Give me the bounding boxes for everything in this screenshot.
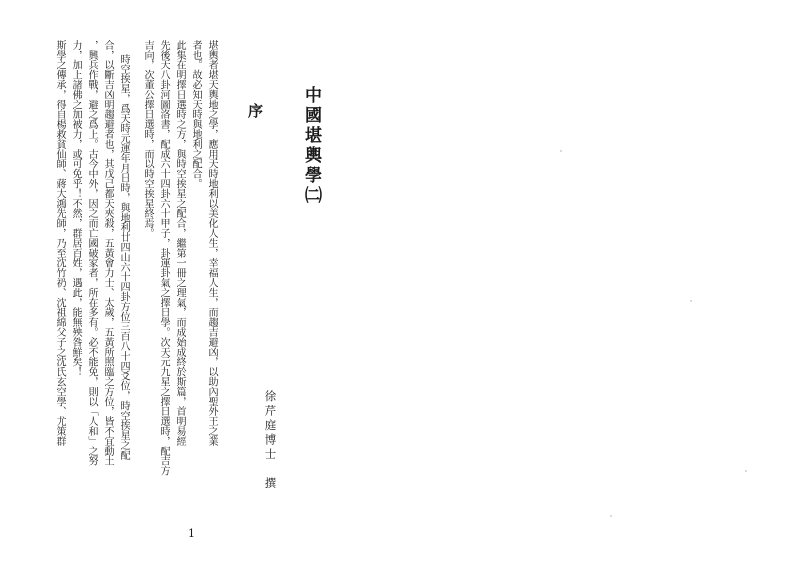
book-title: 中國堪輿學㈡ [301, 86, 321, 206]
preface-heading: 序 [246, 103, 264, 118]
page-number: 1 [188, 527, 195, 540]
scan-speck [745, 470, 747, 472]
scan-speck [560, 150, 562, 152]
preface-column: 斯學之傳承，得自楊救貧仙師、蔣大鴻先師，乃至沈竹礽、沈祖綿父子之沈氏玄空學、尤策群 [54, 40, 66, 446]
preface-column: 時空挨星，爲天時元運年月日時，與地利廿四山六十四卦方位三百八十四爻位，時空挨星之配 [118, 54, 130, 460]
scan-speck [690, 300, 692, 302]
preface-column: 合，以斷吉凶明趨避者也，其戊己都天夾殺，五黃會力士、太歲，五黃所照臨之方位，皆不宜動土 [102, 40, 114, 466]
preface-column: 力，加上諸佛之加被力，或可免乎！不然，群居百姓，遇此，能無殃咎鮮矣！ [70, 40, 82, 377]
preface-column: 者也。故必知天時與地利之配合。 [190, 40, 202, 189]
preface-column: 堪輿者堪天輿地之學，應用天時地利以美化人生，幸福人生，而趨吉避凶，以助內聖外王之業 [206, 40, 218, 446]
preface-column: 吉向，次董公擇日選時，而以時空挨星終焉。 [142, 40, 154, 238]
preface-column: 此集在明擇日選時之方，與時空挨星之配合，繼第一冊之理氣，而成始成終於斯篇，首明易經 [174, 40, 186, 446]
author-line: 徐芹庭博士 撰 [263, 390, 278, 492]
preface-column: ，興兵作戰，避之爲上。古今中外，因之而亡國破家者，所在多有。必不能免，則以「人和」之努 [86, 40, 98, 466]
preface-column: 先後天八卦河圖洛書，配成六十四卦六十甲子，卦運卦氣之擇日學。次天元九星之擇日選時，配吉方 [158, 40, 170, 476]
scan-speck [610, 515, 612, 517]
